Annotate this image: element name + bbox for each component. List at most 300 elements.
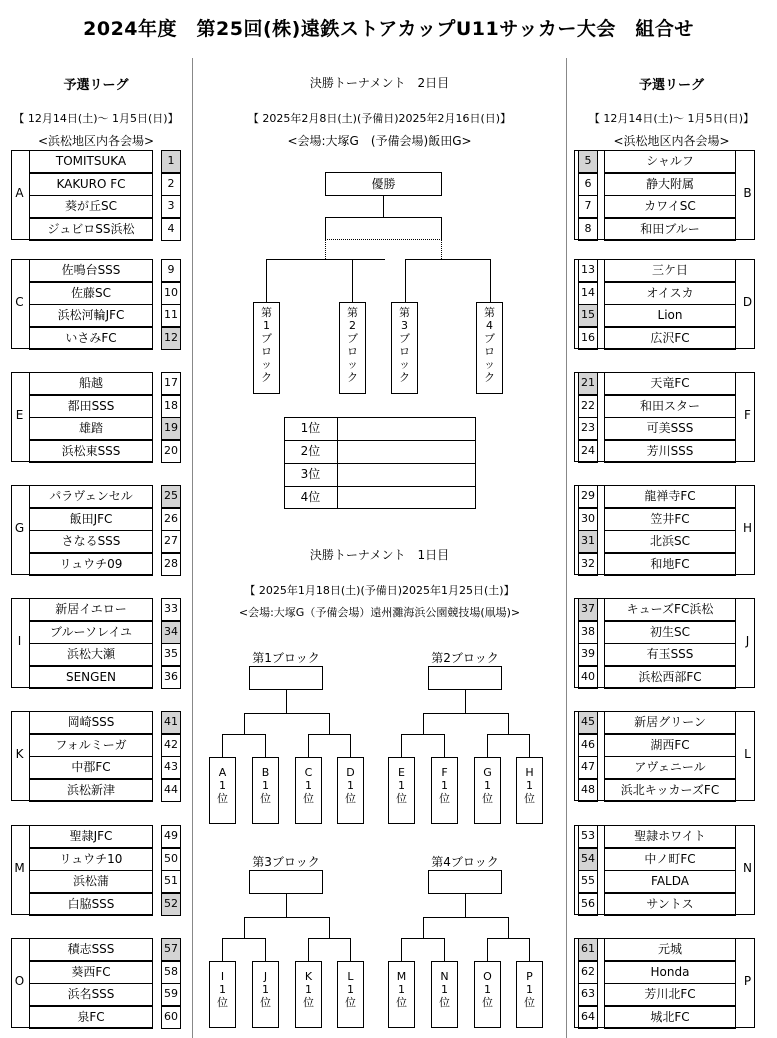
day1-block-label: 第2ブロック: [431, 651, 499, 665]
team-name: 佐鳴台SSS: [29, 259, 153, 282]
slot-char: L: [347, 970, 354, 983]
group-label: O: [14, 974, 25, 988]
block-char: 第: [347, 306, 358, 319]
slot-char: C: [304, 766, 313, 779]
block-char: ク: [484, 371, 495, 384]
group-label: F: [744, 408, 751, 422]
slot-char: I: [220, 970, 225, 983]
bracket-line: [222, 734, 223, 757]
day1-block-label: 第3ブロック: [252, 855, 320, 869]
team-number: 24: [578, 440, 598, 463]
team-name: ジュビロSS浜松: [29, 218, 153, 241]
team-name: 新居イエロー: [29, 598, 153, 621]
team-number: 27: [161, 530, 181, 553]
team-name: 和田ブルー: [604, 218, 736, 241]
team-number: 40: [578, 666, 598, 689]
team-number: 56: [578, 893, 598, 916]
team-number: 57: [161, 938, 181, 961]
team-number: 10: [161, 282, 181, 305]
group-label: I: [17, 634, 22, 648]
block-char: ク: [399, 371, 410, 384]
team-name: 都田SSS: [29, 395, 153, 418]
team-name: 芳川SSS: [604, 440, 736, 463]
left-league-dates: 【 12月14日(土)～ 1月5日(日)】: [13, 112, 179, 125]
team-number: 20: [161, 440, 181, 463]
team-name: リュウチ10: [29, 848, 153, 871]
bracket-line: [508, 917, 509, 938]
team-number: 29: [578, 485, 598, 508]
group-label: M: [14, 861, 25, 875]
group-label: L: [744, 747, 751, 761]
day1-slot-box: [431, 757, 458, 824]
team-name: 北浜SC: [604, 530, 736, 553]
slot-char: 1: [526, 983, 533, 996]
team-name: 中郡FC: [29, 756, 153, 779]
team-number: 43: [161, 756, 181, 779]
bracket-line: [383, 196, 384, 217]
bracket-line: [423, 713, 509, 714]
team-name: TOMITSUKA: [29, 150, 153, 173]
team-name: 新居グリーン: [604, 711, 736, 734]
team-number: 45: [578, 711, 598, 734]
team-number: 25: [161, 485, 181, 508]
team-name: 佐藤SC: [29, 282, 153, 305]
bracket-line: [325, 217, 442, 218]
bracket-line: [325, 217, 326, 239]
bracket-line: [405, 259, 490, 260]
team-number: 1: [161, 150, 181, 173]
bracket-line: [423, 917, 424, 938]
block-char: ロ: [347, 345, 358, 358]
bracket-line: [487, 734, 488, 757]
team-name: 船越: [29, 372, 153, 395]
day1-block-winner-box: [249, 666, 323, 690]
day2-block-box: [339, 302, 366, 394]
right-league-title: 予選リーグ: [638, 78, 704, 93]
team-number: 60: [161, 1006, 181, 1029]
group-label: J: [745, 634, 750, 648]
rank-label: 2位: [300, 444, 321, 458]
team-number: 19: [161, 417, 181, 440]
team-name: キューズFC浜松: [604, 598, 736, 621]
slot-char: 位: [345, 996, 356, 1009]
block-char: 第: [261, 306, 272, 319]
team-number: 51: [161, 870, 181, 893]
bracket-line: [401, 734, 444, 735]
team-number: 46: [578, 734, 598, 757]
slot-char: 位: [303, 996, 314, 1009]
final-day1-dates: 【 2025年1月18日(土)(予備日)2025年1月25日(土)】: [244, 584, 515, 597]
block-char: ブ: [347, 332, 358, 345]
team-name: 有玉SSS: [604, 643, 736, 666]
divider-right: [566, 58, 567, 1038]
team-name: カワイSC: [604, 195, 736, 218]
team-name: 葵が丘SC: [29, 195, 153, 218]
team-number: 48: [578, 779, 598, 802]
team-name: FALDA: [604, 870, 736, 893]
slot-char: 1: [484, 983, 491, 996]
group-label: K: [15, 747, 24, 761]
team-name: 笠井FC: [604, 508, 736, 531]
slot-char: 位: [260, 792, 271, 805]
day1-slot-box: [431, 961, 458, 1028]
day1-slot-box: [516, 961, 543, 1028]
block-char: ッ: [261, 358, 272, 371]
left-league-venue: <浜松地区内各会場>: [37, 134, 155, 148]
slot-char: N: [440, 970, 449, 983]
bracket-line: [266, 259, 267, 302]
slot-char: P: [526, 970, 533, 983]
team-number: 61: [578, 938, 598, 961]
group-label: A: [15, 186, 24, 200]
team-number: 53: [578, 825, 598, 848]
slot-char: 位: [439, 996, 450, 1009]
bracket-line: [529, 734, 530, 757]
rank-label: 3位: [300, 467, 321, 481]
team-number: 4: [161, 218, 181, 241]
team-number: 16: [578, 327, 598, 350]
team-number: 37: [578, 598, 598, 621]
day1-block-label: 第4ブロック: [431, 855, 499, 869]
slot-char: 位: [217, 792, 228, 805]
block-char: 4: [486, 319, 493, 332]
block-char: 3: [401, 319, 408, 332]
team-number: 12: [161, 327, 181, 350]
team-name: 可美SSS: [604, 417, 736, 440]
team-number: 15: [578, 304, 598, 327]
bracket-line: [350, 938, 351, 961]
bracket-line: [487, 938, 529, 939]
team-name: 岡崎SSS: [29, 711, 153, 734]
team-number: 9: [161, 259, 181, 282]
team-name: 浜名SSS: [29, 983, 153, 1006]
team-name: 浜松東SSS: [29, 440, 153, 463]
team-number: 41: [161, 711, 181, 734]
slot-char: M: [396, 970, 407, 983]
group-label: D: [742, 295, 753, 309]
team-number: 47: [578, 756, 598, 779]
rank-label: 1位: [300, 421, 321, 435]
team-number: 50: [161, 848, 181, 871]
team-number: 63: [578, 983, 598, 1006]
slot-char: D: [346, 766, 355, 779]
team-name: サントス: [604, 893, 736, 916]
team-name: Lion: [604, 304, 736, 327]
bracket-line: [465, 894, 466, 917]
slot-char: 1: [219, 779, 226, 792]
bracket-line: [401, 938, 402, 961]
block-char: 第: [484, 306, 495, 319]
slot-char: B: [261, 766, 270, 779]
slot-char: J: [263, 970, 268, 983]
team-number: 18: [161, 395, 181, 418]
day1-slot-box: [474, 961, 501, 1028]
team-name: 葵西FC: [29, 961, 153, 984]
team-number: 55: [578, 870, 598, 893]
bracket-line: [423, 917, 509, 918]
block-char: ブ: [261, 332, 272, 345]
bracket-line: [308, 734, 309, 757]
day1-block-winner-box: [428, 666, 502, 690]
slot-char: E: [398, 766, 405, 779]
team-name: いさみFC: [29, 327, 153, 350]
group-label: E: [15, 408, 24, 422]
team-name: 静大附属: [604, 173, 736, 196]
right-league-venue: <浜松地区内各会場>: [613, 134, 730, 148]
team-number: 36: [161, 666, 181, 689]
team-name: 三ケ日: [604, 259, 736, 282]
slot-char: 1: [219, 983, 226, 996]
bracket-line: [266, 259, 385, 260]
team-number: 32: [578, 553, 598, 576]
block-char: ッ: [347, 358, 358, 371]
team-name: 泉FC: [29, 1006, 153, 1029]
day1-slot-box: [252, 961, 279, 1028]
day1-slot-box: [295, 961, 322, 1028]
bracket-line: [286, 690, 287, 713]
bracket-line: [487, 734, 529, 735]
bracket-line: [286, 894, 287, 917]
slot-char: H: [525, 766, 534, 779]
day1-block-winner-box: [249, 870, 323, 894]
team-name: 聖隷JFC: [29, 825, 153, 848]
team-number: 49: [161, 825, 181, 848]
bracket-line: [352, 259, 353, 302]
bracket-line: [222, 734, 265, 735]
slot-char: 1: [441, 779, 448, 792]
team-number: 8: [578, 218, 598, 241]
team-name: 雄踏: [29, 417, 153, 440]
final-day1-title: 決勝トーナメント 1日目: [309, 548, 450, 562]
group-label: N: [743, 861, 752, 875]
day2-block-box: [476, 302, 503, 394]
team-number: 34: [161, 621, 181, 644]
bracket-line: [405, 259, 406, 302]
bracket-line: [244, 917, 245, 938]
team-number: 62: [578, 961, 598, 984]
team-name: 積志SSS: [29, 938, 153, 961]
team-name: 元城: [604, 938, 736, 961]
bracket-line: [265, 938, 266, 961]
team-name: パラヴェンセル: [29, 485, 153, 508]
group-label: C: [15, 295, 24, 309]
block-char: ロ: [261, 345, 272, 358]
team-name: 芳川北FC: [604, 983, 736, 1006]
bracket-line: [444, 734, 445, 757]
team-name: 聖隷ホワイト: [604, 825, 736, 848]
bracket-line: [529, 938, 530, 961]
bracket-line: [222, 938, 223, 961]
slot-char: 位: [260, 996, 271, 1009]
bracket-line: [423, 713, 424, 734]
day2-block-box: [391, 302, 418, 394]
team-number: 6: [578, 173, 598, 196]
team-number: 54: [578, 848, 598, 871]
team-name: 湖西FC: [604, 734, 736, 757]
team-name: フォルミーガ: [29, 734, 153, 757]
slot-char: 位: [482, 792, 493, 805]
left-league-title: 予選リーグ: [63, 78, 129, 93]
slot-char: 1: [305, 779, 312, 792]
team-number: 7: [578, 195, 598, 218]
team-number: 5: [578, 150, 598, 173]
team-name: 中ノ町FC: [604, 848, 736, 871]
team-number: 31: [578, 530, 598, 553]
slot-char: 1: [262, 779, 269, 792]
block-char: ッ: [399, 358, 410, 371]
right-league-dates: 【 12月14日(土)～ 1月5日(日)】: [588, 112, 755, 125]
team-name: さなるSSS: [29, 530, 153, 553]
block-char: ッ: [484, 358, 495, 371]
bracket-line: [222, 938, 265, 939]
team-name: 浜松大瀬: [29, 643, 153, 666]
day1-slot-box: [337, 757, 364, 824]
block-char: 1: [263, 319, 270, 332]
bracket-line: [508, 713, 509, 734]
slot-char: 1: [441, 983, 448, 996]
bracket-line: [444, 938, 445, 961]
team-number: 35: [161, 643, 181, 666]
group-label: B: [743, 186, 752, 200]
bracket-line: [308, 938, 350, 939]
team-number: 33: [161, 598, 181, 621]
team-name: 城北FC: [604, 1006, 736, 1029]
team-number: 30: [578, 508, 598, 531]
slot-char: 1: [262, 983, 269, 996]
slot-char: 1: [347, 983, 354, 996]
team-name: 白脇SSS: [29, 893, 153, 916]
slot-char: 1: [398, 779, 405, 792]
final-dotted-bracket: [325, 239, 442, 259]
bracket-line: [265, 734, 266, 757]
day1-slot-box: [388, 757, 415, 824]
block-char: ロ: [399, 345, 410, 358]
team-name: 初生SC: [604, 621, 736, 644]
team-name: 和地FC: [604, 553, 736, 576]
day1-slot-box: [295, 757, 322, 824]
group-label: G: [14, 521, 25, 535]
team-name: アヴェニール: [604, 756, 736, 779]
team-number: 26: [161, 508, 181, 531]
slot-char: 1: [484, 779, 491, 792]
team-name: シャルフ: [604, 150, 736, 173]
team-name: 天竜FC: [604, 372, 736, 395]
team-number: 42: [161, 734, 181, 757]
day2-block-box: [253, 302, 280, 394]
day1-slot-box: [252, 757, 279, 824]
team-number: 52: [161, 893, 181, 916]
bracket-line: [308, 734, 350, 735]
slot-char: 位: [524, 792, 535, 805]
slot-char: 1: [305, 983, 312, 996]
slot-char: 1: [526, 779, 533, 792]
slot-char: 1: [347, 779, 354, 792]
team-name: ブルーソレイユ: [29, 621, 153, 644]
team-name: Honda: [604, 961, 736, 984]
bracket-line: [487, 938, 488, 961]
team-number: 17: [161, 372, 181, 395]
day1-block-winner-box: [428, 870, 502, 894]
slot-char: 位: [524, 996, 535, 1009]
day1-slot-box: [337, 961, 364, 1028]
day1-slot-box: [516, 757, 543, 824]
block-char: ク: [347, 371, 358, 384]
slot-char: 位: [303, 792, 314, 805]
bracket-line: [465, 690, 466, 713]
slot-char: 位: [439, 792, 450, 805]
bracket-line: [308, 938, 309, 961]
day1-block-label: 第1ブロック: [252, 651, 320, 665]
slot-char: G: [483, 766, 492, 779]
slot-char: 位: [217, 996, 228, 1009]
team-number: 59: [161, 983, 181, 1006]
bracket-line: [329, 713, 330, 734]
team-number: 28: [161, 553, 181, 576]
team-number: 21: [578, 372, 598, 395]
day1-slot-box: [209, 757, 236, 824]
slot-char: A: [218, 766, 227, 779]
bracket-line: [490, 259, 491, 302]
bracket-line: [244, 917, 330, 918]
slot-char: K: [304, 970, 313, 983]
slot-char: 位: [396, 792, 407, 805]
bracket-line: [441, 217, 442, 239]
team-number: 13: [578, 259, 598, 282]
group-label: P: [743, 974, 752, 988]
team-name: 龍禅寺FC: [604, 485, 736, 508]
team-name: 飯田JFC: [29, 508, 153, 531]
bracket-line: [401, 938, 444, 939]
team-name: 浜北キッカーズFC: [604, 779, 736, 802]
team-number: 14: [578, 282, 598, 305]
day1-slot-box: [388, 961, 415, 1028]
team-name: オイスカ: [604, 282, 736, 305]
slot-char: F: [441, 766, 448, 779]
team-name: リュウチ09: [29, 553, 153, 576]
team-number: 23: [578, 417, 598, 440]
team-name: 浜松蒲: [29, 870, 153, 893]
team-name: SENGEN: [29, 666, 153, 689]
slot-char: 位: [482, 996, 493, 1009]
day1-slot-box: [474, 757, 501, 824]
team-number: 58: [161, 961, 181, 984]
group-label: H: [742, 521, 753, 535]
slot-char: O: [483, 970, 492, 983]
block-char: 2: [349, 319, 356, 332]
block-char: 第: [399, 306, 410, 319]
final-day1-venue: <会場:大塚G（予備会場）遠州灘海浜公園競技場(凧場)>: [238, 606, 521, 619]
slot-char: 位: [345, 792, 356, 805]
bracket-line: [350, 734, 351, 757]
team-name: 広沢FC: [604, 327, 736, 350]
bracket-line: [244, 713, 245, 734]
rank-label: 4位: [300, 490, 321, 504]
slot-char: 1: [398, 983, 405, 996]
block-char: ブ: [484, 332, 495, 345]
team-name: 浜松河輪JFC: [29, 304, 153, 327]
team-name: 和田スター: [604, 395, 736, 418]
block-char: ロ: [484, 345, 495, 358]
day1-slot-box: [209, 961, 236, 1028]
final-day2-dates: 【 2025年2月8日(土)(予備日)2025年2月16日(日)】: [247, 112, 512, 125]
block-char: ク: [261, 371, 272, 384]
team-name: KAKURO FC: [29, 173, 153, 196]
team-number: 44: [161, 779, 181, 802]
bracket-line: [329, 917, 330, 938]
champion-box: 優勝: [325, 172, 442, 196]
team-number: 64: [578, 1006, 598, 1029]
slot-char: 位: [396, 996, 407, 1009]
